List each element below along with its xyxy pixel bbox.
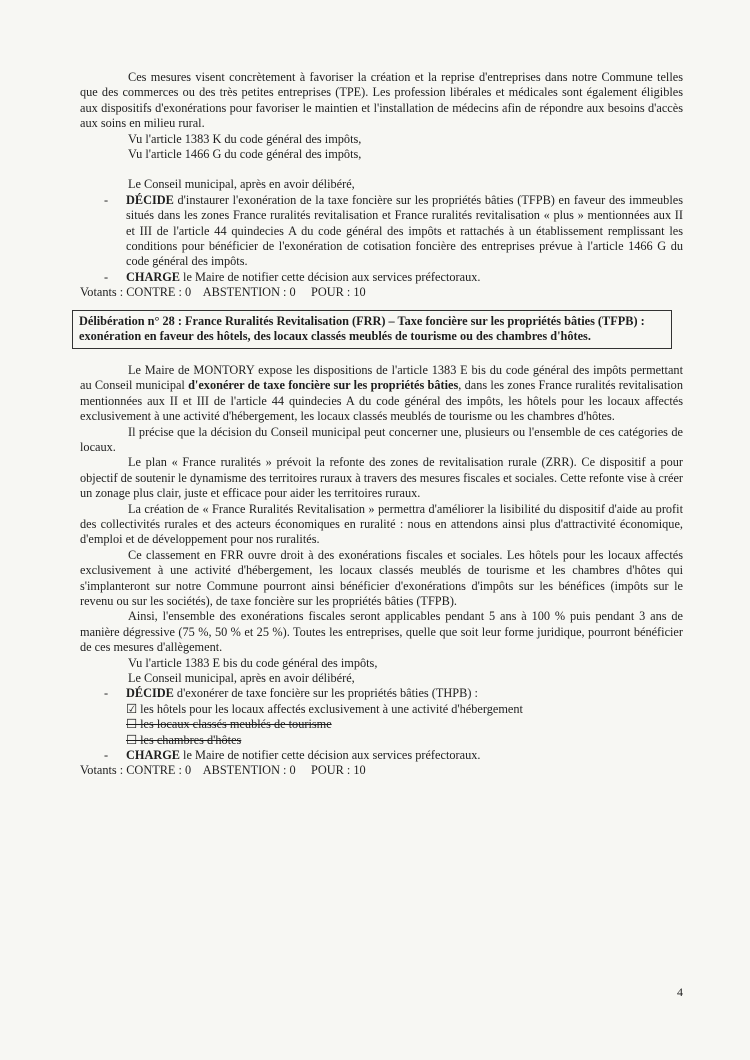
vu-article-1383k: Vu l'article 1383 K du code général des impôts, [128,131,362,146]
conseil-deliberation: Le Conseil municipal, après en avoir délibéré, [128,177,355,192]
decide-keyword: DÉCIDE [126,192,174,207]
vu-article-1383e: Vu l'article 1383 E bis du code général des impôts, [128,655,378,670]
option-chambres-struck: ☐ les chambres d'hôtes [126,732,242,747]
decide-item-2 [80,686,683,701]
votes-line: Votants : CONTRE : 0 ABSTENTION : 0 POUR : 10 [80,285,366,300]
decide-text: d'instaurer l'exonération de la taxe foncière sur les propriétés bâties (TFPB) en faveur des immeubles situés dans les zones France ruralités revitalisation et France ruralités revitalisation « plus » mentionnées aux II et III de l'article 44 quindecies A du code général des impôts et rattachés à un établissement remplissant les conditions pour bénéficier de l'exonération de cotisation foncière des entreprises prévue à l'article 1466 G du code général des impôts. [126,192,683,269]
intro-paragraph: Ces mesures visent concrètement à favoriser la création et la reprise d'entreprises dans notre Commune telles que des commerces ou des très petites entreprises (TPE). Les profession libérales et médicales sont également éligibles aux dispositifs d'exonérations pour favoriser le maintien et l'installation de médecins afin de répondre aux besoins d'accès aux soins en milieu rural. [80,70,683,131]
vu-article-1466g: Vu l'article 1466 G du code général des impôts, [128,147,362,162]
bullet-dash: - [104,192,109,207]
document-page [80,70,683,779]
decide-text: d'exonérer de taxe foncière sur les propriétés bâties (THPB) : [173,686,478,701]
creation-paragraph: La création de « France Ruralités Revitalisation » permettra d'améliorer la lisibilité du dispositif d'aide au profit des collectivités rurales et des acteurs économiques en ruralité : nous en attendons ainsi plus d'attractivité économique, d'emploi et de développement pour nos ruralités. [80,501,683,547]
bullet-dash: - [104,748,109,763]
maire-expose-paragraph [80,363,683,425]
classement-paragraph: Ce classement en FRR ouvre droit à des exonérations fiscales et sociales. Les hôtels pour les locaux affectés exclusivement à une activité d'hébergement, les locaux classés meublés de tourisme et les chambres d'hôtes qui s'implanteront sur notre Commune pourront ainsi bénéficier d'exonérations d'impôts sur les bénéfices (impôts sur le revenu ou sur les sociétés), de taxe foncière sur les propriétés bâties (TFPB). [80,547,683,608]
deliberation-title-box: Délibération n° 28 : France Ruralités Revitalisation (FRR) – Taxe foncière sur les propriétés bâties (TFPB) : exonération en faveur des hôtels, des locaux classés meublés de tourisme ou des chambres d'hôtes. [72,310,672,349]
charge-item-2 [80,748,683,763]
bullet-dash: - [104,269,109,284]
conseil-deliberation-2: Le Conseil municipal, après en avoir délibéré, [128,671,355,685]
expose-text-b: , dans les zones France ruralités revitalisation mentionnées aux II et III de l'article 44 quindecies A du code général des impôts, les hôtels pour les locaux affectés exclusivement à une activité d'hébergement, les locaux classés meublés de tourisme ou les chambres d'hôtes. [80,378,683,424]
charge-keyword: CHARGE [126,269,180,284]
plan-paragraph: Le plan « France ruralités » prévoit la refonte des zones de revitalisation rurale (ZRR). Ce dispositif a pour objectif de soutenir le dynamisme des territoires ruraux à travers des mesures fiscales et sociales. Cette refonte vise à créer un zonage plus clair, juste et efficace pour aider les territoires ruraux. [80,455,683,501]
charge-text: le Maire de notifier cette décision aux services préfectoraux. [179,269,481,284]
charge-text: le Maire de notifier cette décision aux services préfectoraux. [179,748,481,763]
decide-item [80,193,683,270]
decide-keyword: DÉCIDE [126,686,174,701]
votes-line-2: Votants : CONTRE : 0 ABSTENTION : 0 POUR : 10 [80,763,366,778]
charge-item [80,270,683,285]
option-hotels-checked: ☑ les hôtels pour les locaux affectés exclusivement à une activité d'hébergement [126,701,523,716]
precise-paragraph: Il précise que la décision du Conseil municipal peut concerner une, plusieurs ou l'ensemble de ces catégories de locaux. [80,424,683,454]
expose-text-a: Le Maire de MONTORY expose les dispositions de l'article 1383 E bis du code général des impôts permettant au Conseil municipal [80,362,683,393]
ainsi-paragraph: Ainsi, l'ensemble des exonérations fiscales seront applicables pendant 5 ans à 100 % puis pendant 3 ans de manière dégressive (75 %, 50 % et 25 %). Toutes les entreprises, quelle que soit leur forme juridique, pourront bénéficier de ces mesures d'allègement. [80,609,683,655]
page-number: 4 [677,985,683,999]
option-meubles-struck: ☐ les locaux classés meublés de tourisme [126,717,332,732]
charge-keyword: CHARGE [126,748,180,763]
bullet-dash: - [104,686,109,701]
expose-bold: d'exonérer de taxe foncière sur les propriétés bâties [188,378,459,393]
